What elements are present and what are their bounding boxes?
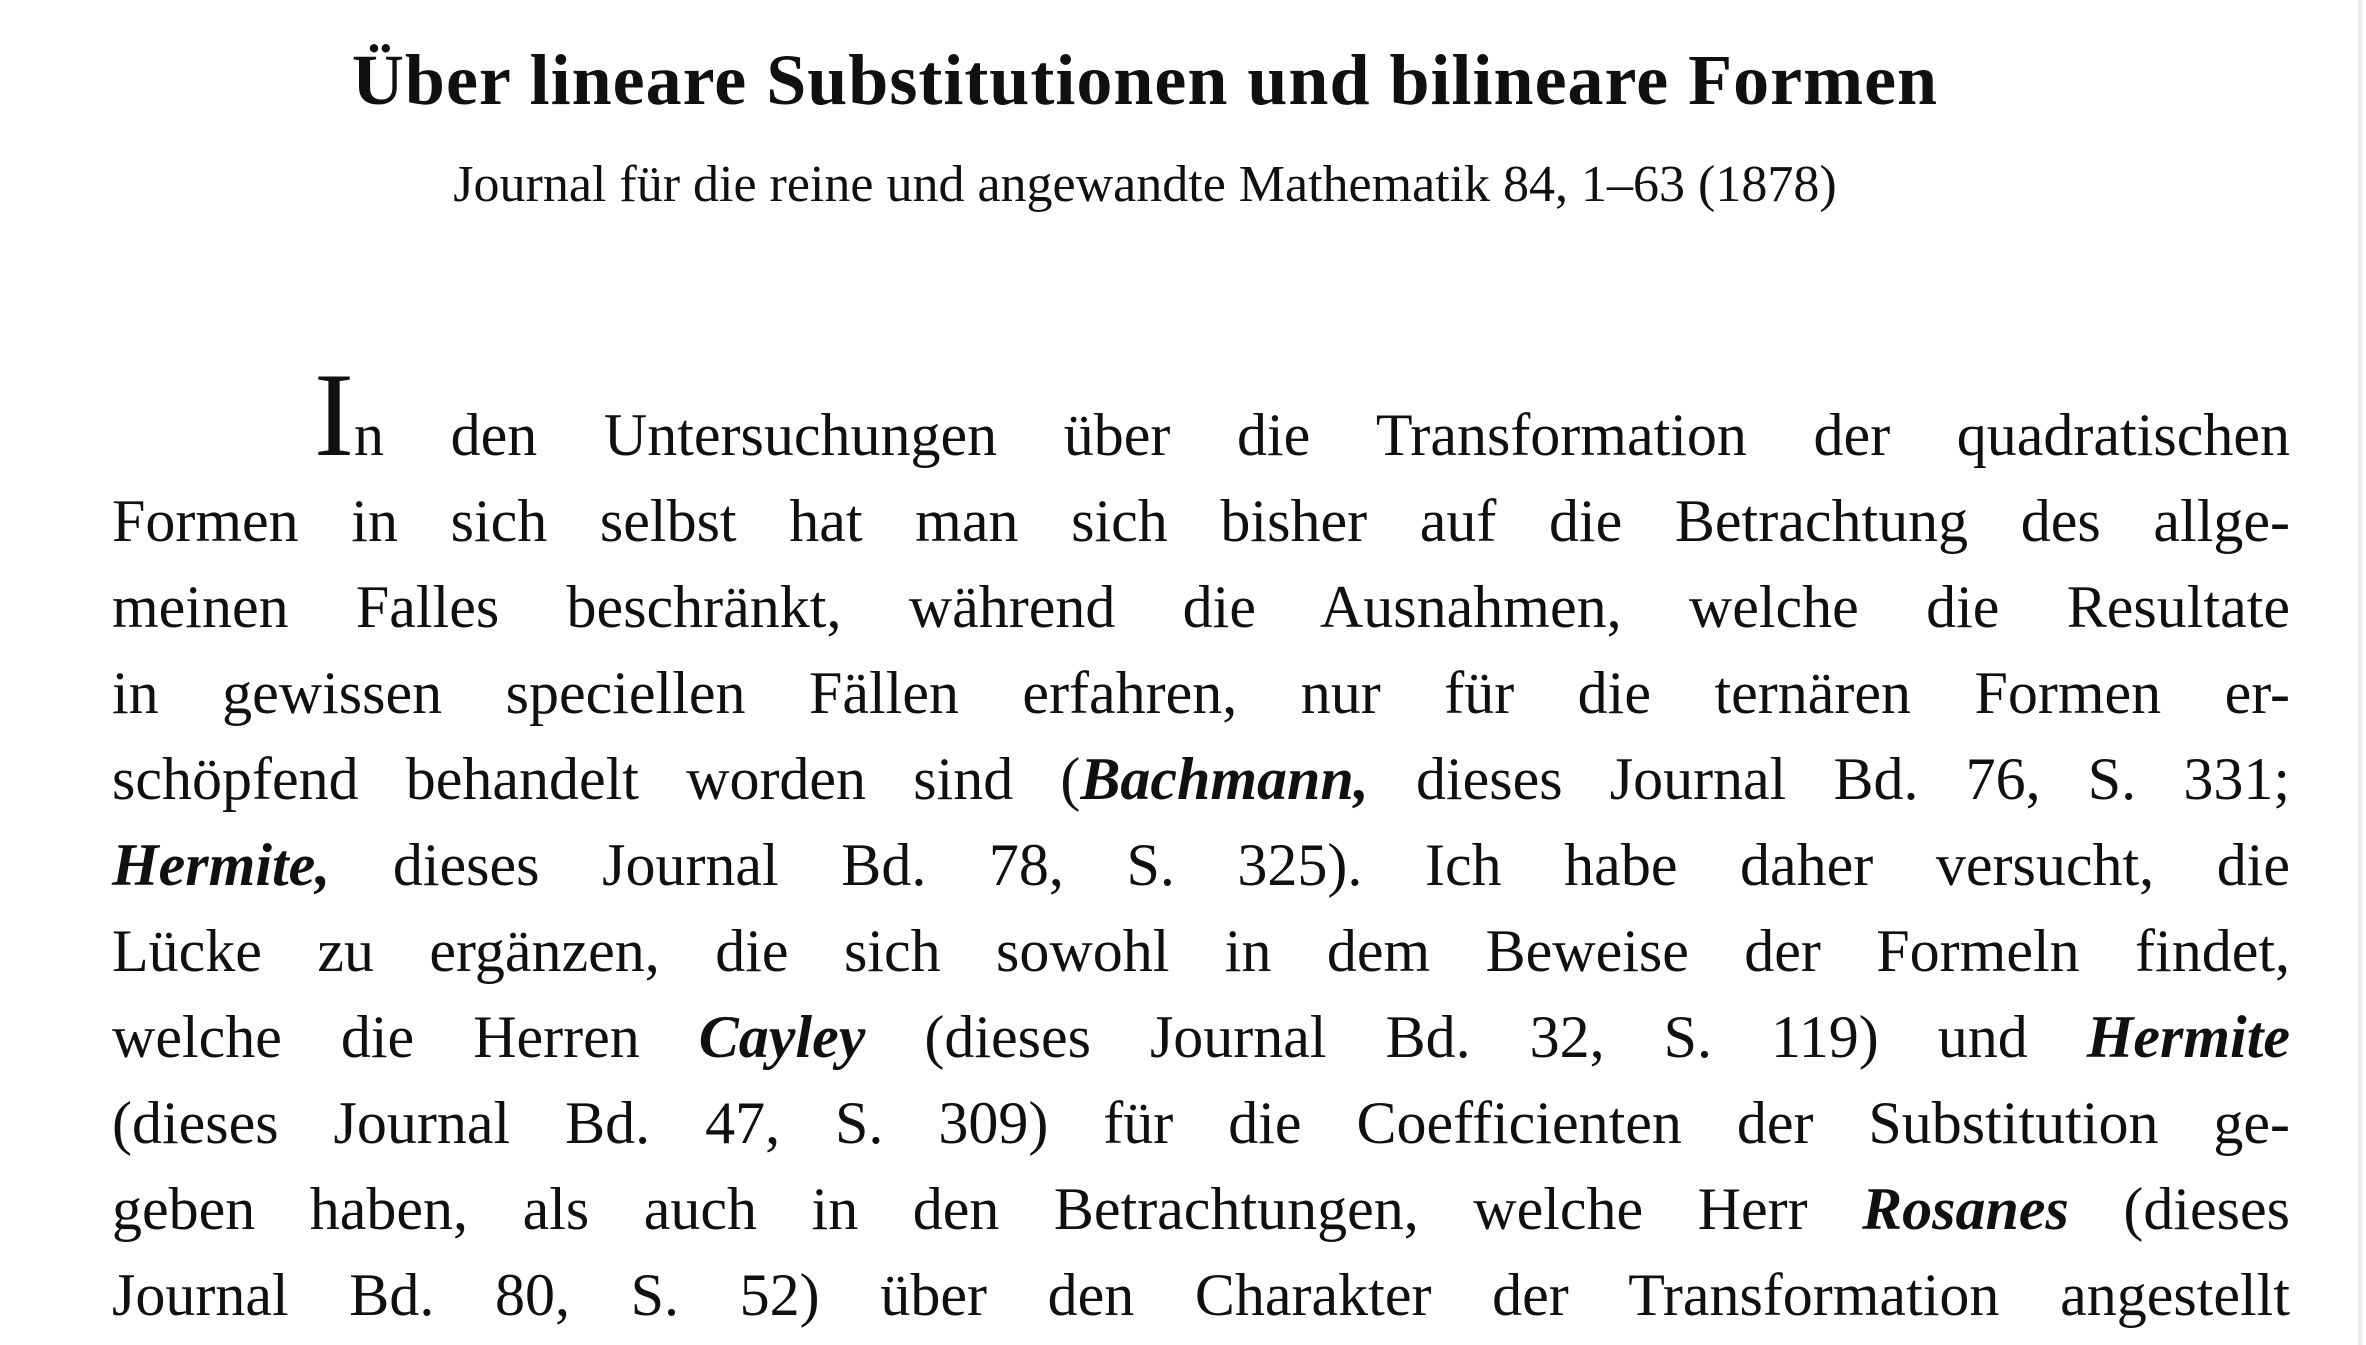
text-run: meinen Falles beschränkt, während die Ausnahmen, welche die Resultate bbox=[112, 574, 2290, 640]
text-line bbox=[112, 650, 2290, 736]
text-line bbox=[112, 478, 2290, 564]
text-line bbox=[112, 822, 2290, 908]
text-run: dieses Journal Bd. 76, S. 331; bbox=[1368, 746, 2290, 812]
paper-title: Über lineare Substitutionen und bilineare Formen bbox=[351, 40, 1939, 120]
text-run: schöpfend behandelt worden sind ( bbox=[112, 746, 1081, 812]
text-run: (dieses Journal Bd. 47, S. 309) für die Coefficienten der Substitution ge- bbox=[112, 1090, 2290, 1156]
text-run: n den Untersuchungen über die Transformation der quadratischen bbox=[353, 402, 2290, 468]
journal-reference: Journal für die reine und angewandte Mathematik 84, 1–63 (1878) bbox=[453, 156, 1837, 213]
initial-capital: I bbox=[314, 348, 354, 481]
text-line bbox=[112, 564, 2290, 650]
text-line bbox=[112, 1166, 2290, 1252]
text-line bbox=[112, 994, 2290, 1080]
scan-edge-line bbox=[2357, 0, 2363, 1345]
author-name: Bachmann, bbox=[1080, 746, 1369, 812]
text-run: (dieses Journal Bd. 32, S. 119) und bbox=[865, 1004, 2087, 1070]
text-line bbox=[112, 736, 2290, 822]
text-run: Journal Bd. 80, S. 52) über den Charakter der Transformation angestellt bbox=[112, 1262, 2290, 1328]
text-run: welche die Herren bbox=[112, 1004, 699, 1070]
text-run: geben haben, als auch in den Betrachtungen, welche Herr bbox=[112, 1176, 1863, 1242]
text-line bbox=[112, 348, 2290, 481]
text-line bbox=[112, 1252, 2290, 1338]
text-line bbox=[112, 1080, 2290, 1166]
author-name: Hermite, bbox=[112, 832, 331, 898]
text-run: dieses Journal Bd. 78, S. 325). Ich habe daher versucht, die bbox=[330, 832, 2290, 898]
paragraph bbox=[112, 348, 2291, 1338]
text-run: (dieses bbox=[2068, 1176, 2290, 1242]
text-run: Formen in sich selbst hat man sich bisher auf die Betrachtung des allge- bbox=[112, 488, 2290, 554]
text-run: in gewissen speciellen Fällen erfahren, nur für die ternären Formen er- bbox=[112, 660, 2290, 726]
text-line bbox=[112, 908, 2290, 994]
author-name: Hermite bbox=[2086, 1004, 2291, 1070]
author-name: Cayley bbox=[698, 1004, 866, 1070]
text-run: Lücke zu ergänzen, die sich sowohl in dem Beweise der Formeln findet, bbox=[112, 918, 2290, 984]
author-name: Rosanes bbox=[1862, 1176, 2069, 1242]
page-header bbox=[0, 36, 2290, 216]
